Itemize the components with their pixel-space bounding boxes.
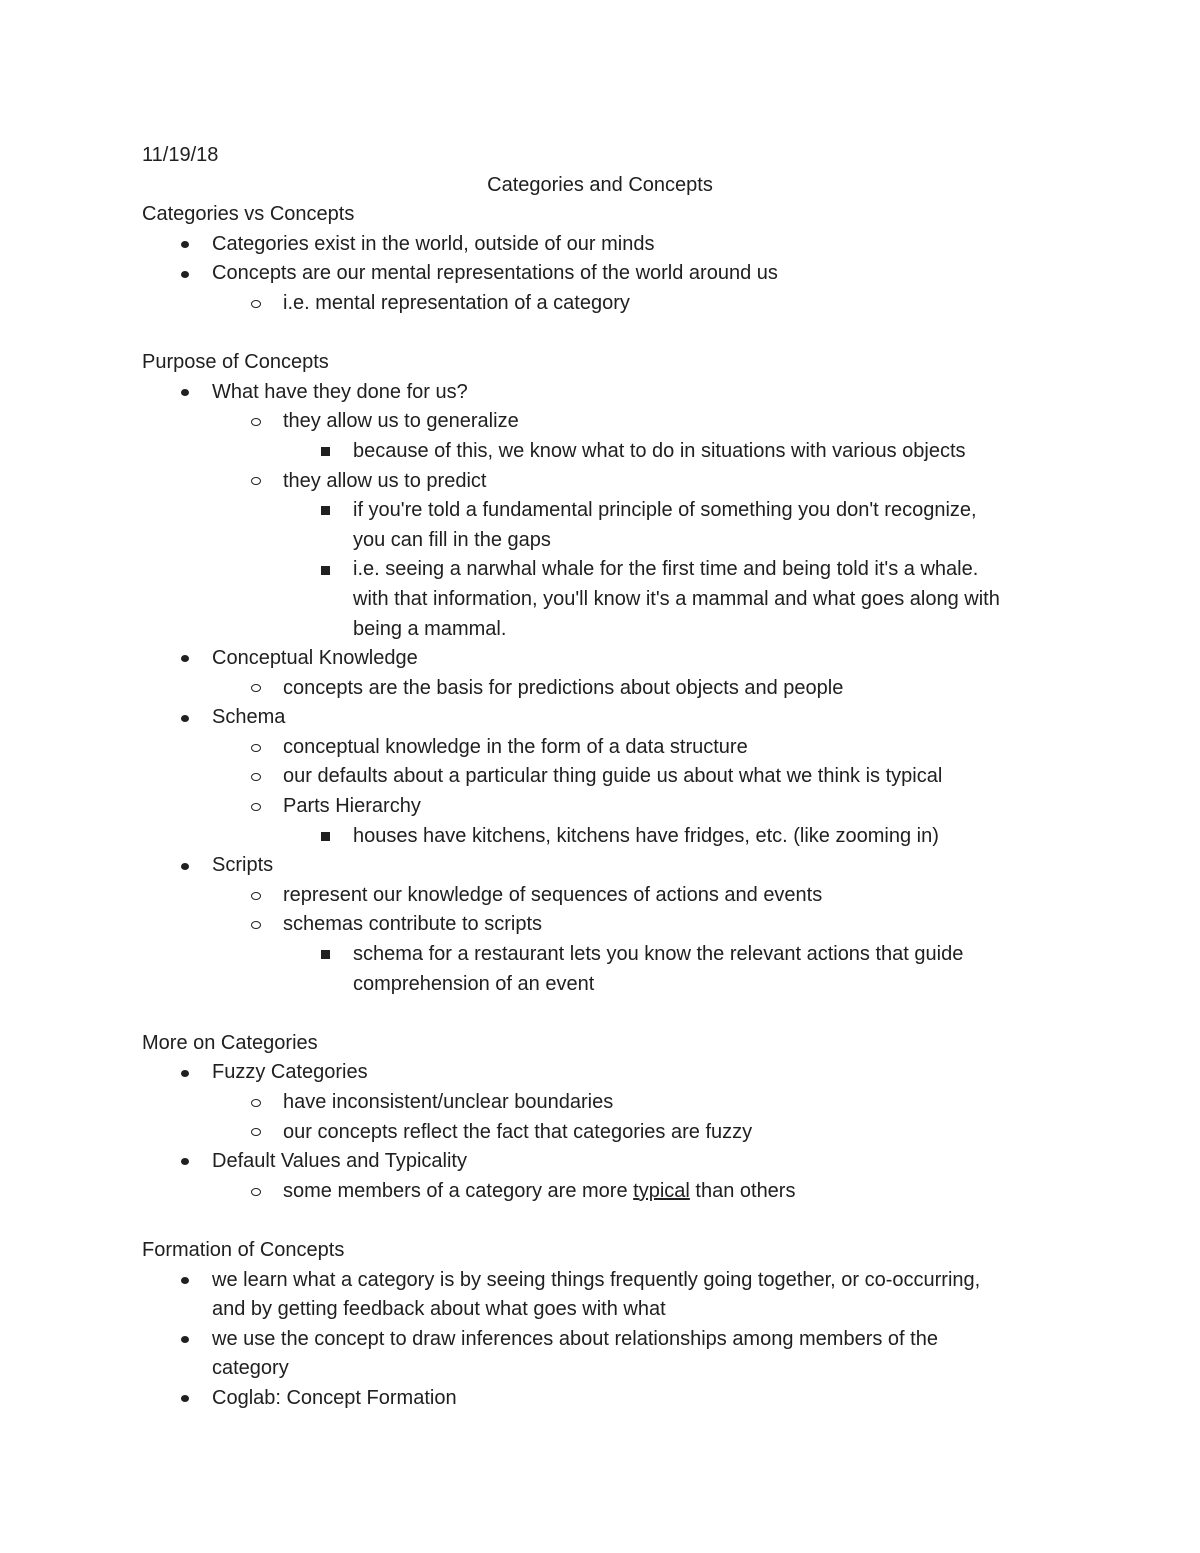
- list-item: schemas contribute to scripts: [142, 910, 1062, 940]
- section-heading: Purpose of Concepts: [142, 351, 329, 374]
- square-bullet-icon: [318, 940, 332, 970]
- list-item: they allow us to generalize: [142, 407, 1062, 437]
- disc-bullet-icon: [178, 644, 192, 674]
- list-item: Fuzzy Categories: [142, 1058, 1062, 1088]
- disc-bullet-icon: [178, 851, 192, 881]
- list-item: Concepts are our mental representations of the world around us: [142, 259, 1062, 289]
- list-item: our concepts reflect the fact that categories are fuzzy: [142, 1118, 1062, 1148]
- circle-bullet-icon: [249, 1088, 263, 1118]
- circle-bullet-icon: [249, 881, 263, 911]
- list-item: because of this, we know what to do in situations with various objects: [142, 437, 1062, 467]
- disc-bullet-icon: [178, 1147, 192, 1177]
- list-item: Scripts: [142, 851, 1062, 881]
- disc-bullet-icon: [178, 1325, 192, 1355]
- list-item: What have they done for us?: [142, 378, 1062, 408]
- square-bullet-icon: [318, 555, 332, 585]
- list-item: Coglab: Concept Formation: [142, 1384, 1062, 1414]
- list-item: they allow us to predict: [142, 467, 1062, 497]
- list-item: have inconsistent/unclear boundaries: [142, 1088, 1062, 1118]
- list-item: i.e. seeing a narwhal whale for the first time and being told it's a whale. with that information, you'll know it's a mammal and what goes along with being a mammal.: [142, 555, 1062, 644]
- list-item: represent our knowledge of sequences of actions and events: [142, 881, 1062, 911]
- list-item: schema for a restaurant lets you know the relevant actions that guide comprehension of an event: [142, 940, 1062, 999]
- circle-bullet-icon: [249, 792, 263, 822]
- list-item: i.e. mental representation of a category: [142, 289, 1062, 319]
- bullet-list: [142, 230, 1062, 319]
- disc-bullet-icon: [178, 1384, 192, 1414]
- list-item: Categories exist in the world, outside of our minds: [142, 230, 1062, 260]
- circle-bullet-icon: [249, 1118, 263, 1148]
- list-item: some members of a category are more typical than others: [142, 1177, 1062, 1207]
- disc-bullet-icon: [178, 1266, 192, 1296]
- list-item: if you're told a fundamental principle of something you don't recognize, you can fill in the gaps: [142, 496, 1062, 555]
- square-bullet-icon: [318, 437, 332, 467]
- list-item: houses have kitchens, kitchens have fridges, etc. (like zooming in): [142, 822, 1062, 852]
- section-heading: Formation of Concepts: [142, 1238, 345, 1261]
- list-item: conceptual knowledge in the form of a data structure: [142, 733, 1062, 763]
- document-body: [142, 141, 1062, 1414]
- bullet-list: [142, 378, 1062, 999]
- circle-bullet-icon: [249, 762, 263, 792]
- date: 11/19/18: [142, 144, 219, 166]
- circle-bullet-icon: [249, 733, 263, 763]
- list-item: we learn what a category is by seeing things frequently going together, or co-occurring, and by getting feedback about what goes with what: [142, 1266, 1062, 1325]
- list-item: concepts are the basis for predictions about objects and people: [142, 674, 1062, 704]
- circle-bullet-icon: [249, 910, 263, 940]
- circle-bullet-icon: [249, 289, 263, 319]
- bullet-list: [142, 1058, 1062, 1206]
- square-bullet-icon: [318, 496, 332, 526]
- list-item: Parts Hierarchy: [142, 792, 1062, 822]
- bullet-list: [142, 1266, 1062, 1414]
- list-item: Schema: [142, 703, 1062, 733]
- underlined-word: typical: [633, 1179, 690, 1202]
- section-heading: Categories vs Concepts: [142, 203, 355, 226]
- disc-bullet-icon: [178, 1058, 192, 1088]
- disc-bullet-icon: [178, 230, 192, 260]
- list-item: Default Values and Typicality: [142, 1147, 1062, 1177]
- list-item: we use the concept to draw inferences about relationships among members of the category: [142, 1325, 1062, 1384]
- disc-bullet-icon: [178, 259, 192, 289]
- square-bullet-icon: [318, 822, 332, 852]
- circle-bullet-icon: [249, 467, 263, 497]
- list-item: Conceptual Knowledge: [142, 644, 1062, 674]
- page-title: Categories and Concepts: [487, 173, 713, 196]
- circle-bullet-icon: [249, 1177, 263, 1207]
- disc-bullet-icon: [178, 378, 192, 408]
- circle-bullet-icon: [249, 674, 263, 704]
- section-heading: More on Categories: [142, 1031, 318, 1054]
- disc-bullet-icon: [178, 703, 192, 733]
- circle-bullet-icon: [249, 407, 263, 437]
- list-item: our defaults about a particular thing guide us about what we think is typical: [142, 762, 1062, 792]
